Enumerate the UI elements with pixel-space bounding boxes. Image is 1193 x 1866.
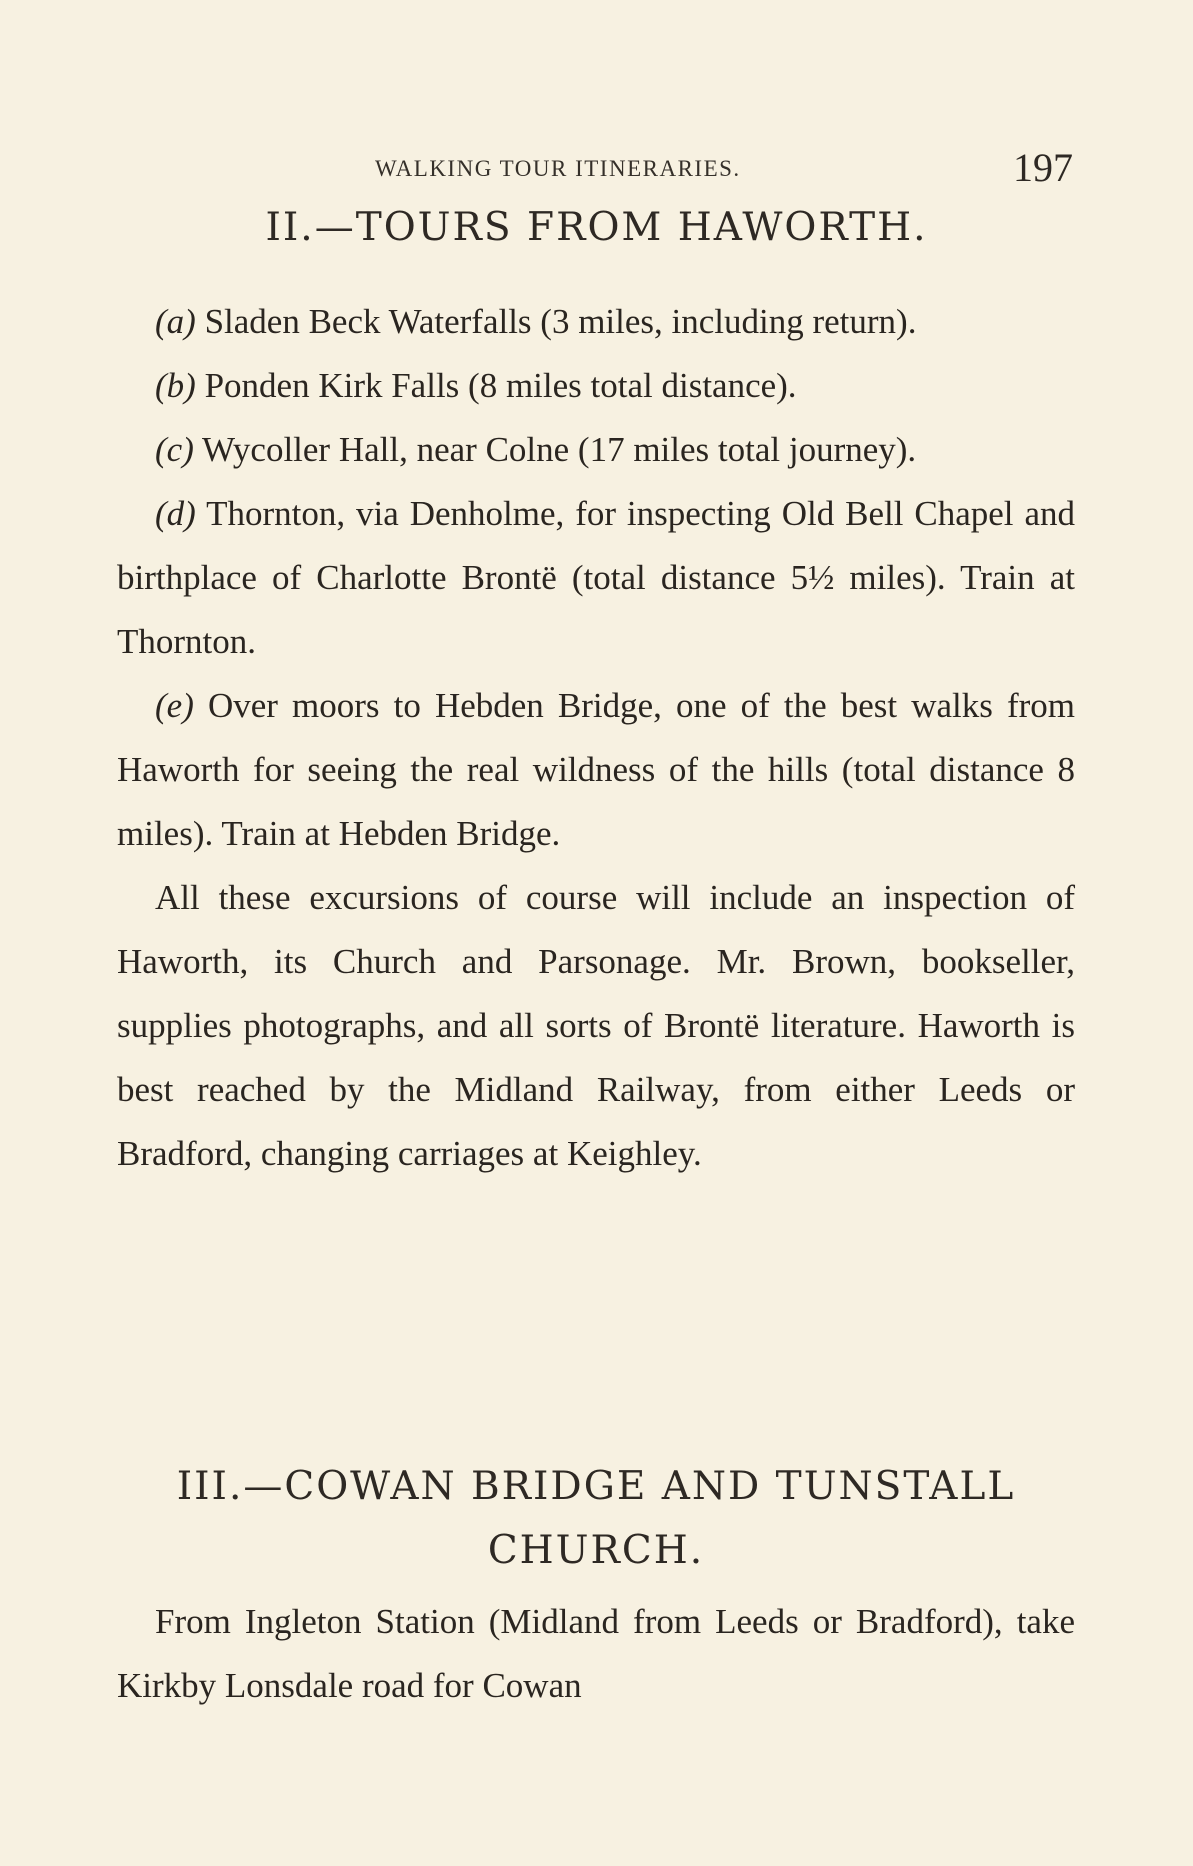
- running-title: WALKING TOUR ITINERARIES.: [375, 156, 741, 181]
- item-text: Thornton, via Denholme, for inspecting Old Bell Chapel and birthplace of Charlotte Brontë (total distance 5½ miles). Train at Thornton.: [117, 494, 1075, 661]
- itinerary-item-e: [117, 674, 1075, 866]
- itinerary-item-a: [117, 290, 1075, 354]
- section-heading-tours-from-haworth: II.—TOURS FROM HAWORTH.: [265, 205, 928, 250]
- item-text: Wycoller Hall, near Colne (17 miles total journey).: [193, 430, 917, 469]
- item-label: (e): [155, 686, 194, 725]
- section-three-body: [117, 1590, 1075, 1718]
- itinerary-item-c: [117, 418, 1075, 482]
- item-label: (d): [155, 494, 196, 533]
- page-number: 197: [1013, 145, 1073, 190]
- item-text: Over moors to Hebden Bridge, one of the best walks from Haworth for seeing the real wildness of the hills (total distance 8 miles). Train at Hebden Bridge.: [117, 686, 1075, 853]
- item-text: Ponden Kirk Falls (8 miles total distance).: [195, 366, 797, 405]
- item-label: (a): [155, 302, 196, 341]
- running-head: [120, 145, 1075, 200]
- item-label: (c): [155, 430, 194, 469]
- itinerary-item-d: [117, 482, 1075, 674]
- item-label: (b): [155, 366, 196, 405]
- section-heading-cowan-bridge: III.—COWAN BRIDGE AND TUNSTALL CHURCH.: [176, 1464, 1016, 1573]
- itinerary-item-b: [117, 354, 1075, 418]
- closing-paragraph: All these excursions of course will include an inspection of Haworth, its Church and Parsonage. Mr. Brown, bookseller, supplies photographs, and all sorts of Brontë literature. Haworth is best reached by the Midland Railway, from either Leeds or Bradford, changing carriages at Keighley.: [117, 878, 1075, 1173]
- item-text: Sladen Beck Waterfalls (3 miles, including return).: [195, 302, 917, 341]
- section-two-body: [117, 290, 1075, 1186]
- section-three-paragraph: From Ingleton Station (Midland from Leeds or Bradford), take Kirkby Lonsdale road for Cowan: [117, 1602, 1075, 1705]
